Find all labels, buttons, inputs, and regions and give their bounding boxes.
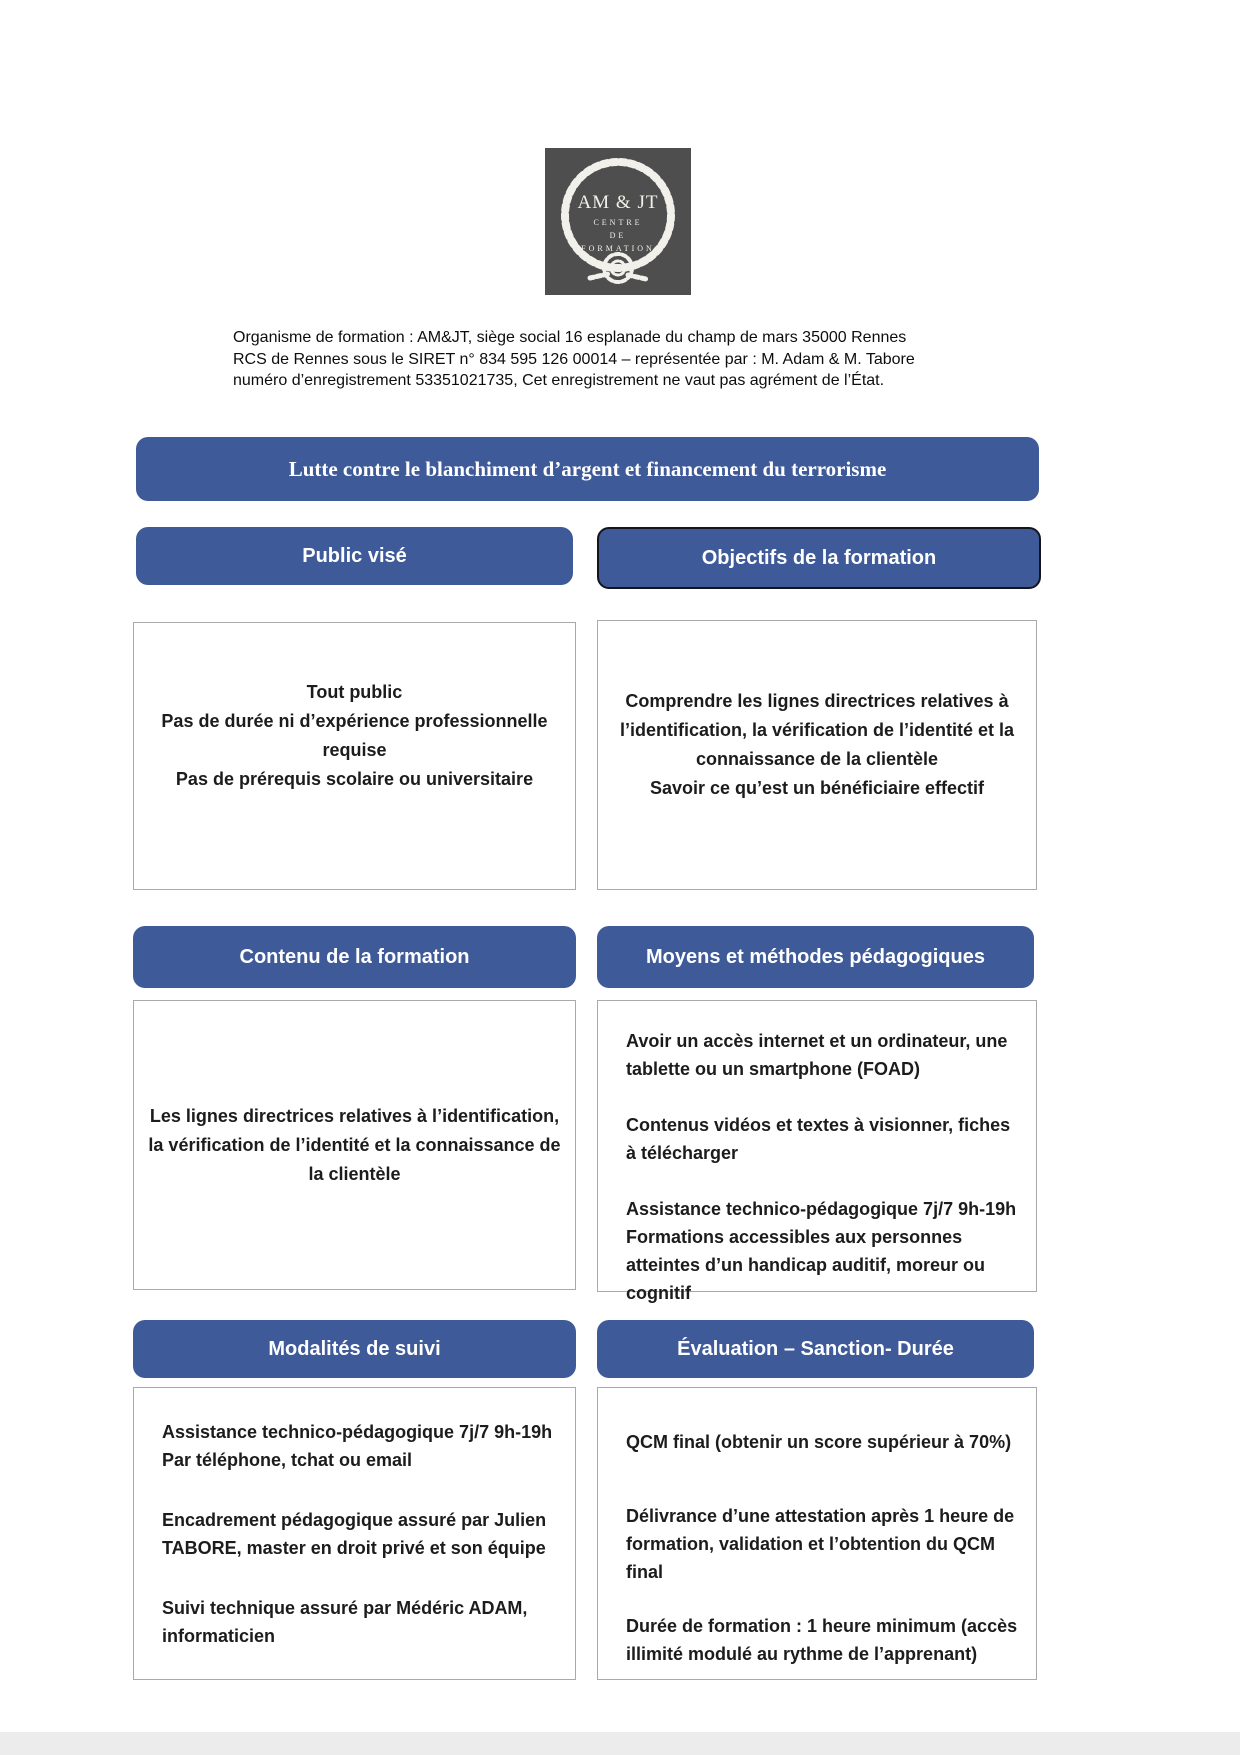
box-evaluation <box>597 1387 1037 1680</box>
modalites-paragraph-2: Encadrement pédagogique assuré par Julien TABORE, master en droit privé et son équipe <box>162 1510 547 1558</box>
box-contenu <box>133 1000 576 1290</box>
main-title-bar: Lutte contre le blanchiment d’argent et financement du terrorisme <box>136 437 1039 501</box>
header-modalites: Modalités de suivi <box>133 1320 576 1378</box>
logo-subtitle-2: DE <box>609 231 627 240</box>
contenu-body: Les lignes directrices relatives à l’identification, la vérification de l’identité et la connaissance de la clientèle <box>148 1105 561 1184</box>
moyens-paragraph-1: Avoir un accès internet et un ordinateur, une tablette ou un smartphone (FOAD) <box>626 1031 1008 1079</box>
evaluation-paragraph-2: Délivrance d’une attestation après 1 heure de formation, validation et l’obtention du QCM final <box>626 1506 1015 1582</box>
header-public-vise: Public visé <box>136 527 573 585</box>
public-line-3: Pas de prérequis scolaire ou universitaire <box>175 769 534 789</box>
header-objectifs: Objectifs de la formation <box>597 527 1041 589</box>
logo-title: AM & JT <box>577 192 659 213</box>
moyens-paragraph-3b: Formations accessibles aux personnes atteintes d’un handicap auditif, moreur ou cognitif <box>626 1227 986 1303</box>
modalites-paragraph-3a: Suivi technique assuré par Médéric ADAM, <box>162 1598 528 1618</box>
intro-line-3: numéro d’enregistrement 53351021735, Cet enregistrement ne vaut pas agrément de l’État. <box>233 372 885 389</box>
amjt-logo <box>545 148 691 295</box>
moyens-paragraph-2: Contenus vidéos et textes à visionner, fiches à télécharger <box>626 1115 1011 1163</box>
moyens-paragraph-3a: Assistance technico-pédagogique 7j/7 9h-19h <box>626 1199 1017 1219</box>
objectifs-paragraph-2: Savoir ce qu’est un bénéficiaire effectif <box>649 778 985 798</box>
logo-subtitle-3: FORMATION <box>581 244 655 253</box>
objectifs-paragraph-1: Comprendre les lignes directrices relatives à l’identification, la vérification de l’identité et la connaissance de la clientèle <box>619 691 1015 769</box>
box-objectifs <box>597 620 1037 890</box>
modalites-paragraph-3b: informaticien <box>162 1626 276 1646</box>
intro-line-2: RCS de Rennes sous le SIRET n° 834 595 126 00014 – représentée par : M. Adam & M. Tabore <box>233 350 915 368</box>
public-line-2: Pas de durée ni d’expérience professionnelle requise <box>161 711 548 760</box>
evaluation-paragraph-1: QCM final (obtenir un score supérieur à 70%) <box>626 1432 1012 1452</box>
box-public-vise <box>133 622 576 890</box>
box-moyens <box>597 1000 1037 1303</box>
box-modalites <box>133 1387 576 1680</box>
header-moyens: Moyens et méthodes pédagogiques <box>597 926 1034 988</box>
intro-line-1: Organisme de formation : AM&JT, siège social 16 esplanade du champ de mars 35000 Rennes <box>233 329 907 346</box>
evaluation-paragraph-3: Durée de formation : 1 heure minimum (accès illimité modulé au rythme de l’apprenant) <box>626 1616 1018 1664</box>
modalites-paragraph-1b: Par téléphone, tchat ou email <box>162 1450 413 1470</box>
logo-text <box>545 148 691 295</box>
organisme-intro-paragraph <box>233 327 978 392</box>
public-line-1: Tout public <box>306 682 403 702</box>
modalites-paragraph-1a: Assistance technico-pédagogique 7j/7 9h-19h <box>162 1422 553 1442</box>
logo-subtitle-1: CENTRE <box>593 218 643 227</box>
header-evaluation: Évaluation – Sanction- Durée <box>597 1320 1034 1378</box>
header-contenu: Contenu de la formation <box>133 926 576 988</box>
footer-strip <box>0 1732 1240 1755</box>
